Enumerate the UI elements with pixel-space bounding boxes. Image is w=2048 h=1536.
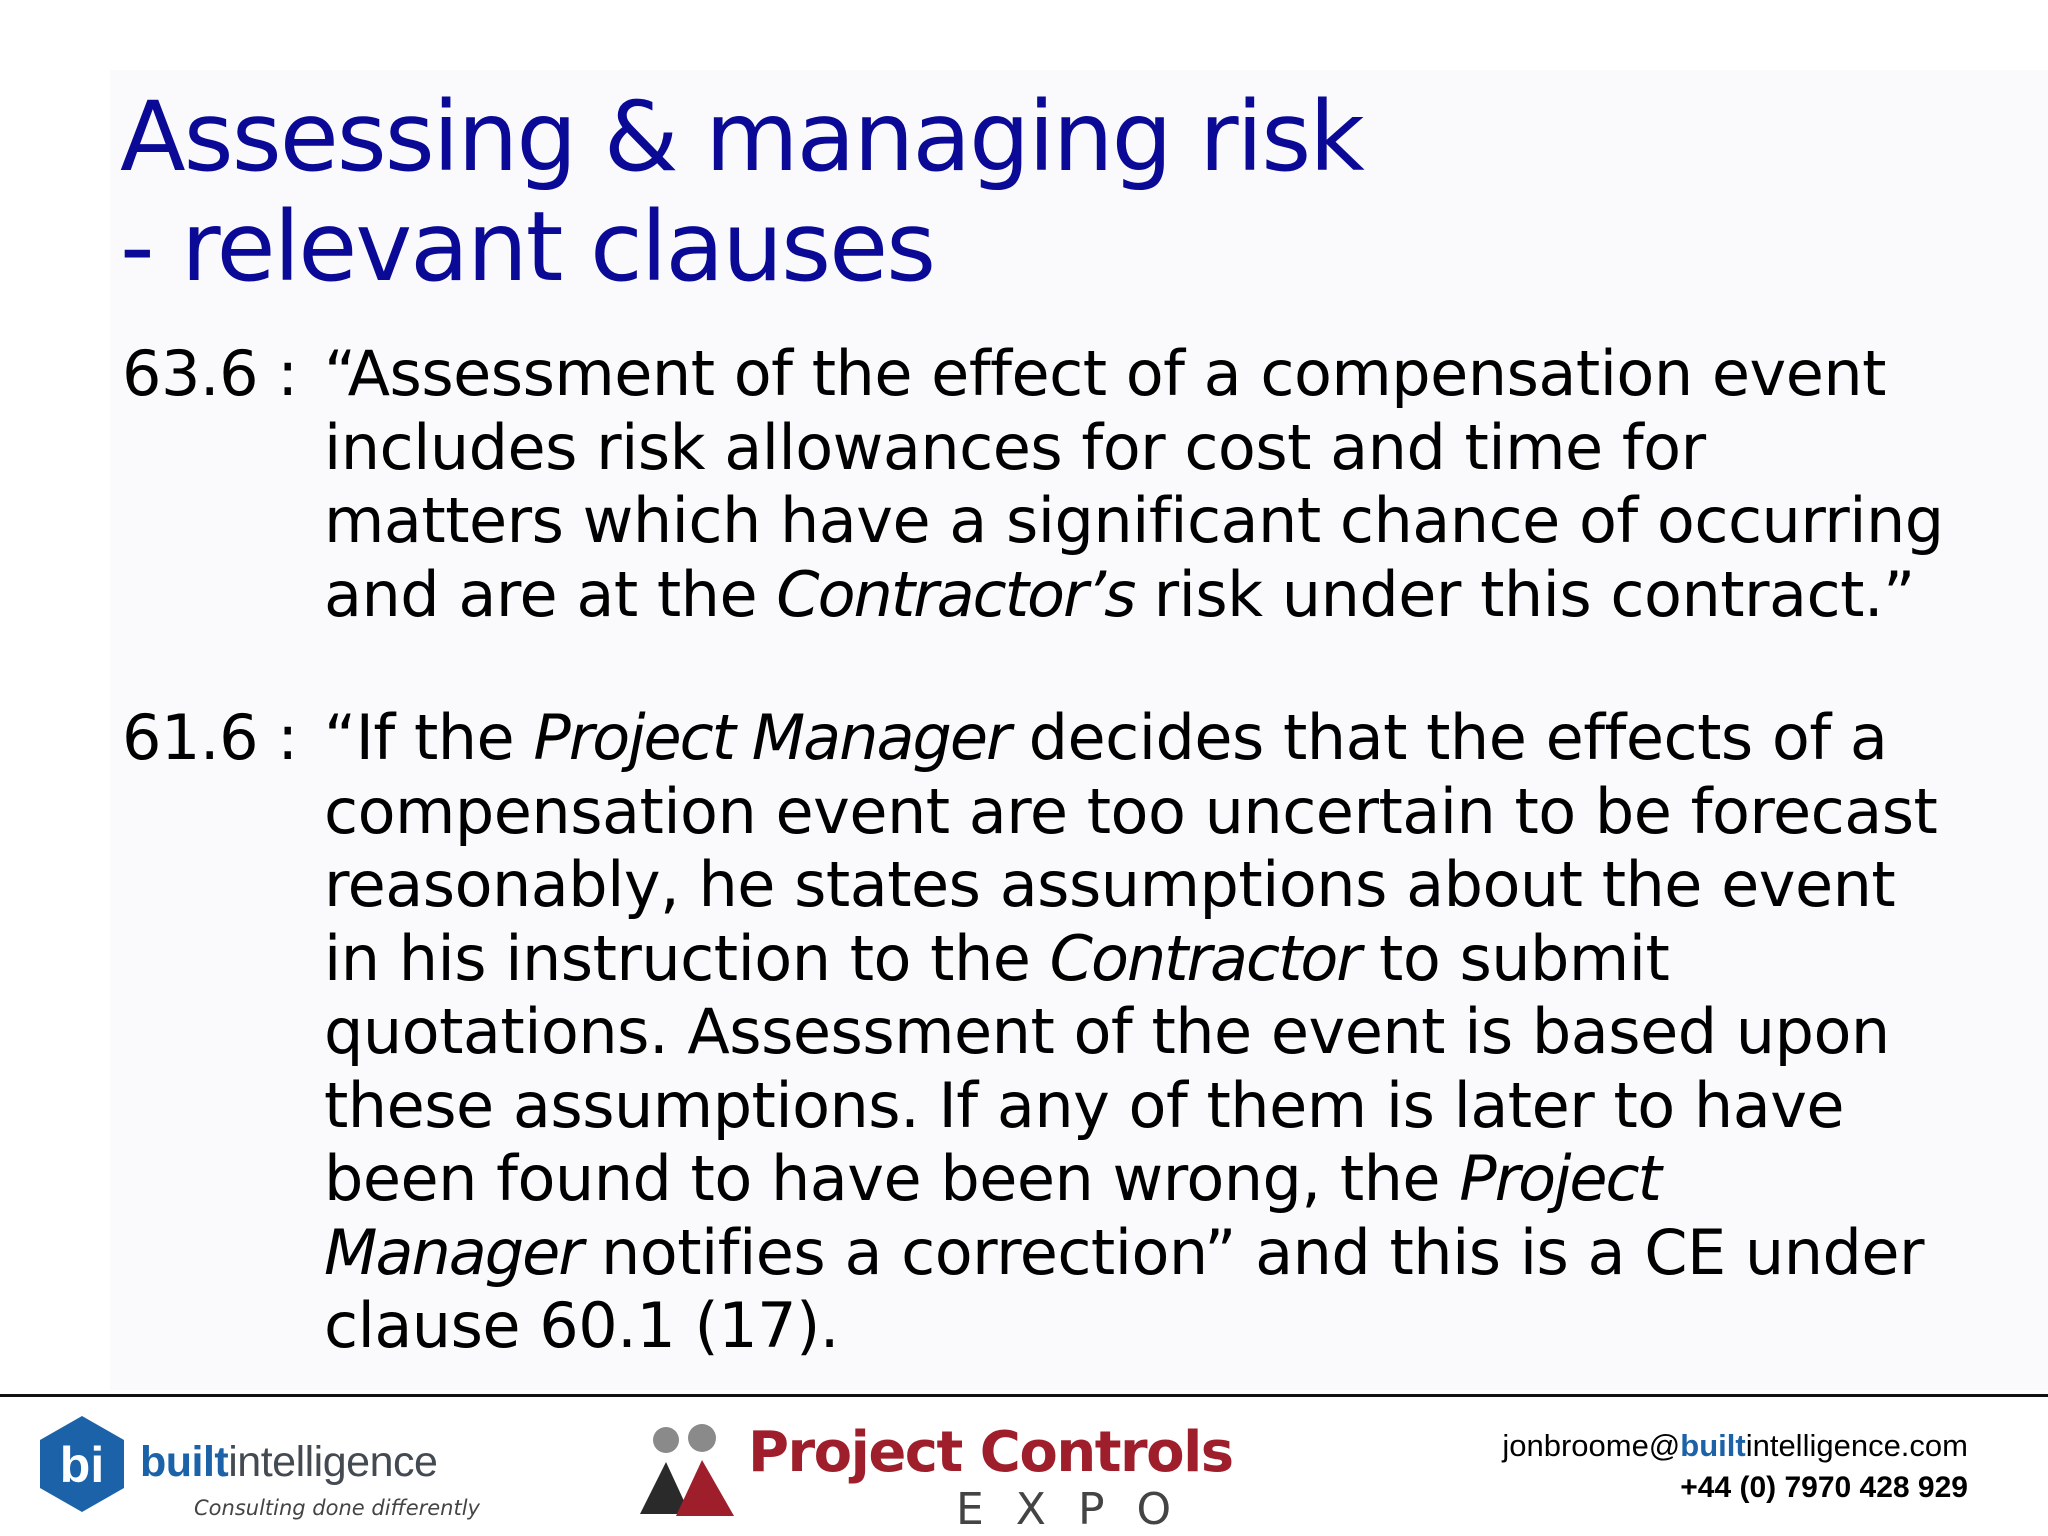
clause-defined-term: Project Manager [533,701,1010,774]
clause-text: quotations. Assessment of the event is based upon [324,995,1890,1068]
contact-email [1502,1426,1968,1466]
bi-wordmark-bold: built [140,1438,229,1486]
clause-line [122,701,1937,775]
clause-line [122,1216,1937,1290]
clause-text: clause 60.1 (17). [324,1289,839,1362]
builtintelligence-logo [36,1414,496,1524]
clause-line [122,922,1937,996]
clause-defined-term: Contractor [1049,921,1360,995]
clause-line [122,558,1944,632]
clause-63-6 [122,337,1944,631]
clause-line [122,995,1937,1069]
clause-61-6 [122,701,1937,1363]
clause-text: in his instruction to the [324,921,1050,995]
footer-divider [0,1394,2048,1397]
clause-defined-term: Contractor’s [776,557,1135,631]
clause-line [122,484,1944,558]
clause-text: been found to have been wrong, the [324,1142,1460,1215]
clause-text: matters which have a significant chance of occurring [324,484,1944,557]
email-domain: intelligence.com [1745,1428,1968,1463]
project-controls-expo-logo [636,1418,1236,1535]
clause-line [122,1142,1937,1216]
clause-reference: 63.6 : [122,337,298,410]
people-icon [636,1418,736,1528]
clause-line [122,411,1944,485]
expo-subtitle: EXPO [956,1484,1204,1535]
clause-line [122,775,1937,849]
bi-wordmark-rest: intelligence [228,1438,438,1486]
clause-line [122,1069,1937,1143]
email-highlight: built [1680,1428,1746,1463]
slide-title-line-2: - relevant clauses [120,191,935,303]
clause-line [122,337,1944,411]
slide-title [120,82,1363,302]
clause-text: notifies a correction” and this is a CE under [581,1215,1925,1289]
slide-title-line-1: Assessing & managing risk [120,81,1363,193]
clause-defined-term: Manager [324,1215,582,1289]
clause-text: these assumptions. If any of them is later to have [324,1068,1845,1142]
bi-hexagon-icon [36,1414,128,1514]
clause-text: risk under this contract.” [1134,557,1915,631]
clause-line [122,848,1937,922]
clause-defined-term: Project [1459,1142,1660,1215]
bi-tagline: Consulting done differently [194,1496,480,1520]
bi-logo-mark: bi [59,1437,105,1493]
bi-wordmark [140,1438,437,1487]
clause-text: and are at the [324,557,777,631]
clause-text: “Assessment of the effect of a compensation event [324,337,1886,410]
contact-phone: +44 (0) 7970 428 929 [1680,1471,1968,1504]
clause-text: compensation event are too uncertain to be forecast [324,774,1938,848]
clause-text: “If the [324,701,534,774]
clause-line [122,1289,1937,1363]
contact-details [1502,1426,1968,1510]
expo-name: Project Controls [748,1420,1233,1485]
clause-text: to submit [1359,921,1670,995]
clause-text: reasonably, he states assumptions about the event [324,848,1896,921]
email-user: jonbroome@ [1502,1428,1681,1463]
clause-reference: 61.6 : [122,701,298,774]
clause-text: includes risk allowances for cost and time for [324,410,1706,484]
clause-text: decides that the effects of a [1009,701,1888,774]
